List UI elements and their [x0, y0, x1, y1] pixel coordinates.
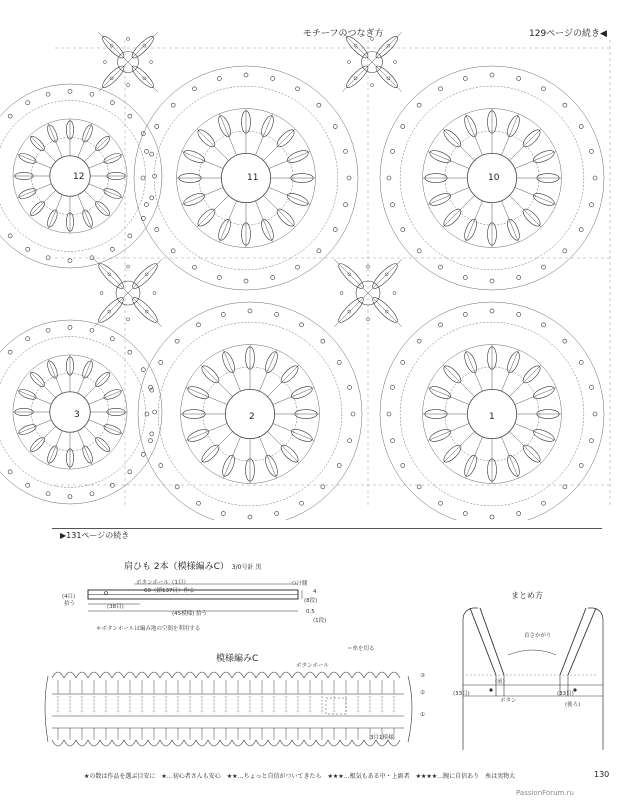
- pattern-c-row3: ③: [420, 673, 425, 679]
- strap-needle: 3/0号針 黒: [231, 564, 262, 571]
- pattern-c-title: 模様編みC: [216, 654, 259, 664]
- finish-diagram: [448, 600, 618, 750]
- motif-number-2: 2: [249, 412, 255, 422]
- finish-stitch-33a: (33目): [453, 691, 470, 697]
- motif-number-10: 10: [488, 173, 500, 183]
- strap-pick: 拾う: [64, 601, 76, 607]
- strap-stitches38: (38目): [107, 604, 124, 610]
- strap-attach-side: つけ側: [291, 581, 308, 587]
- pattern-c-repeat: 3目1模様: [370, 735, 394, 741]
- pattern-c-buttonhole: ボタンホール: [296, 663, 329, 669]
- strap-title-text: 肩ひも: [124, 562, 152, 572]
- motif-number-12: 12: [73, 172, 85, 182]
- strap-pick45: (45模様) 拾う: [172, 611, 208, 617]
- finish-stitch-33b: (33目): [557, 691, 574, 697]
- finish-back: (後ろ): [565, 702, 581, 708]
- continued-from-label: 129ページの続き◀: [529, 29, 607, 39]
- page-title: モチーフのつなぎ方: [303, 29, 384, 39]
- motif-number-3: 3: [74, 410, 80, 420]
- strap-title: [124, 559, 261, 572]
- section-continued-label: ▶131ページの続き: [60, 531, 130, 540]
- strap-row4: (4目): [62, 594, 76, 600]
- finish-front: (前): [495, 679, 505, 685]
- motif-number-11: 11: [247, 173, 259, 183]
- strap-buttonhole: ボタンホール（1目）: [136, 580, 189, 586]
- finish-title: まとめ方: [511, 591, 543, 600]
- pattern-c-row2: ②: [420, 690, 425, 696]
- strap-dim-8rows: (8段): [304, 598, 318, 604]
- watermark: PassionForum.ru: [516, 789, 574, 797]
- page-number: 130: [594, 770, 610, 779]
- pattern-c-row1: ①: [420, 712, 425, 718]
- motif-number-1: 1: [489, 412, 495, 422]
- finish-shoulder-hook: 首さかがり: [524, 633, 552, 639]
- difficulty-legend: ★の数は作品を選ぶ目安に ★…初心者さんも安心 ★★…ちょっと自信がついてきたら ★★★…根気もある中・上級者 ★★★★…腕に自信あり 糸は実物大: [84, 773, 516, 780]
- strap-note: ＊ボタンホールは編み地の空間を利用する: [96, 626, 201, 632]
- strap-dim-1row: (1段): [313, 618, 327, 624]
- finish-button: ボタン: [500, 698, 517, 704]
- strap-make: 60（鎖137目）作る: [144, 588, 195, 594]
- strap-dim-4: 4: [313, 589, 317, 595]
- strap-dim-05: 0.5: [306, 609, 315, 615]
- pattern-c-chart: [44, 666, 414, 756]
- pattern-c-cut-legend: ＝糸を切る: [347, 646, 375, 652]
- section-divider: [52, 528, 602, 529]
- strap-title-sub: 2本（模様編みC）: [153, 562, 229, 572]
